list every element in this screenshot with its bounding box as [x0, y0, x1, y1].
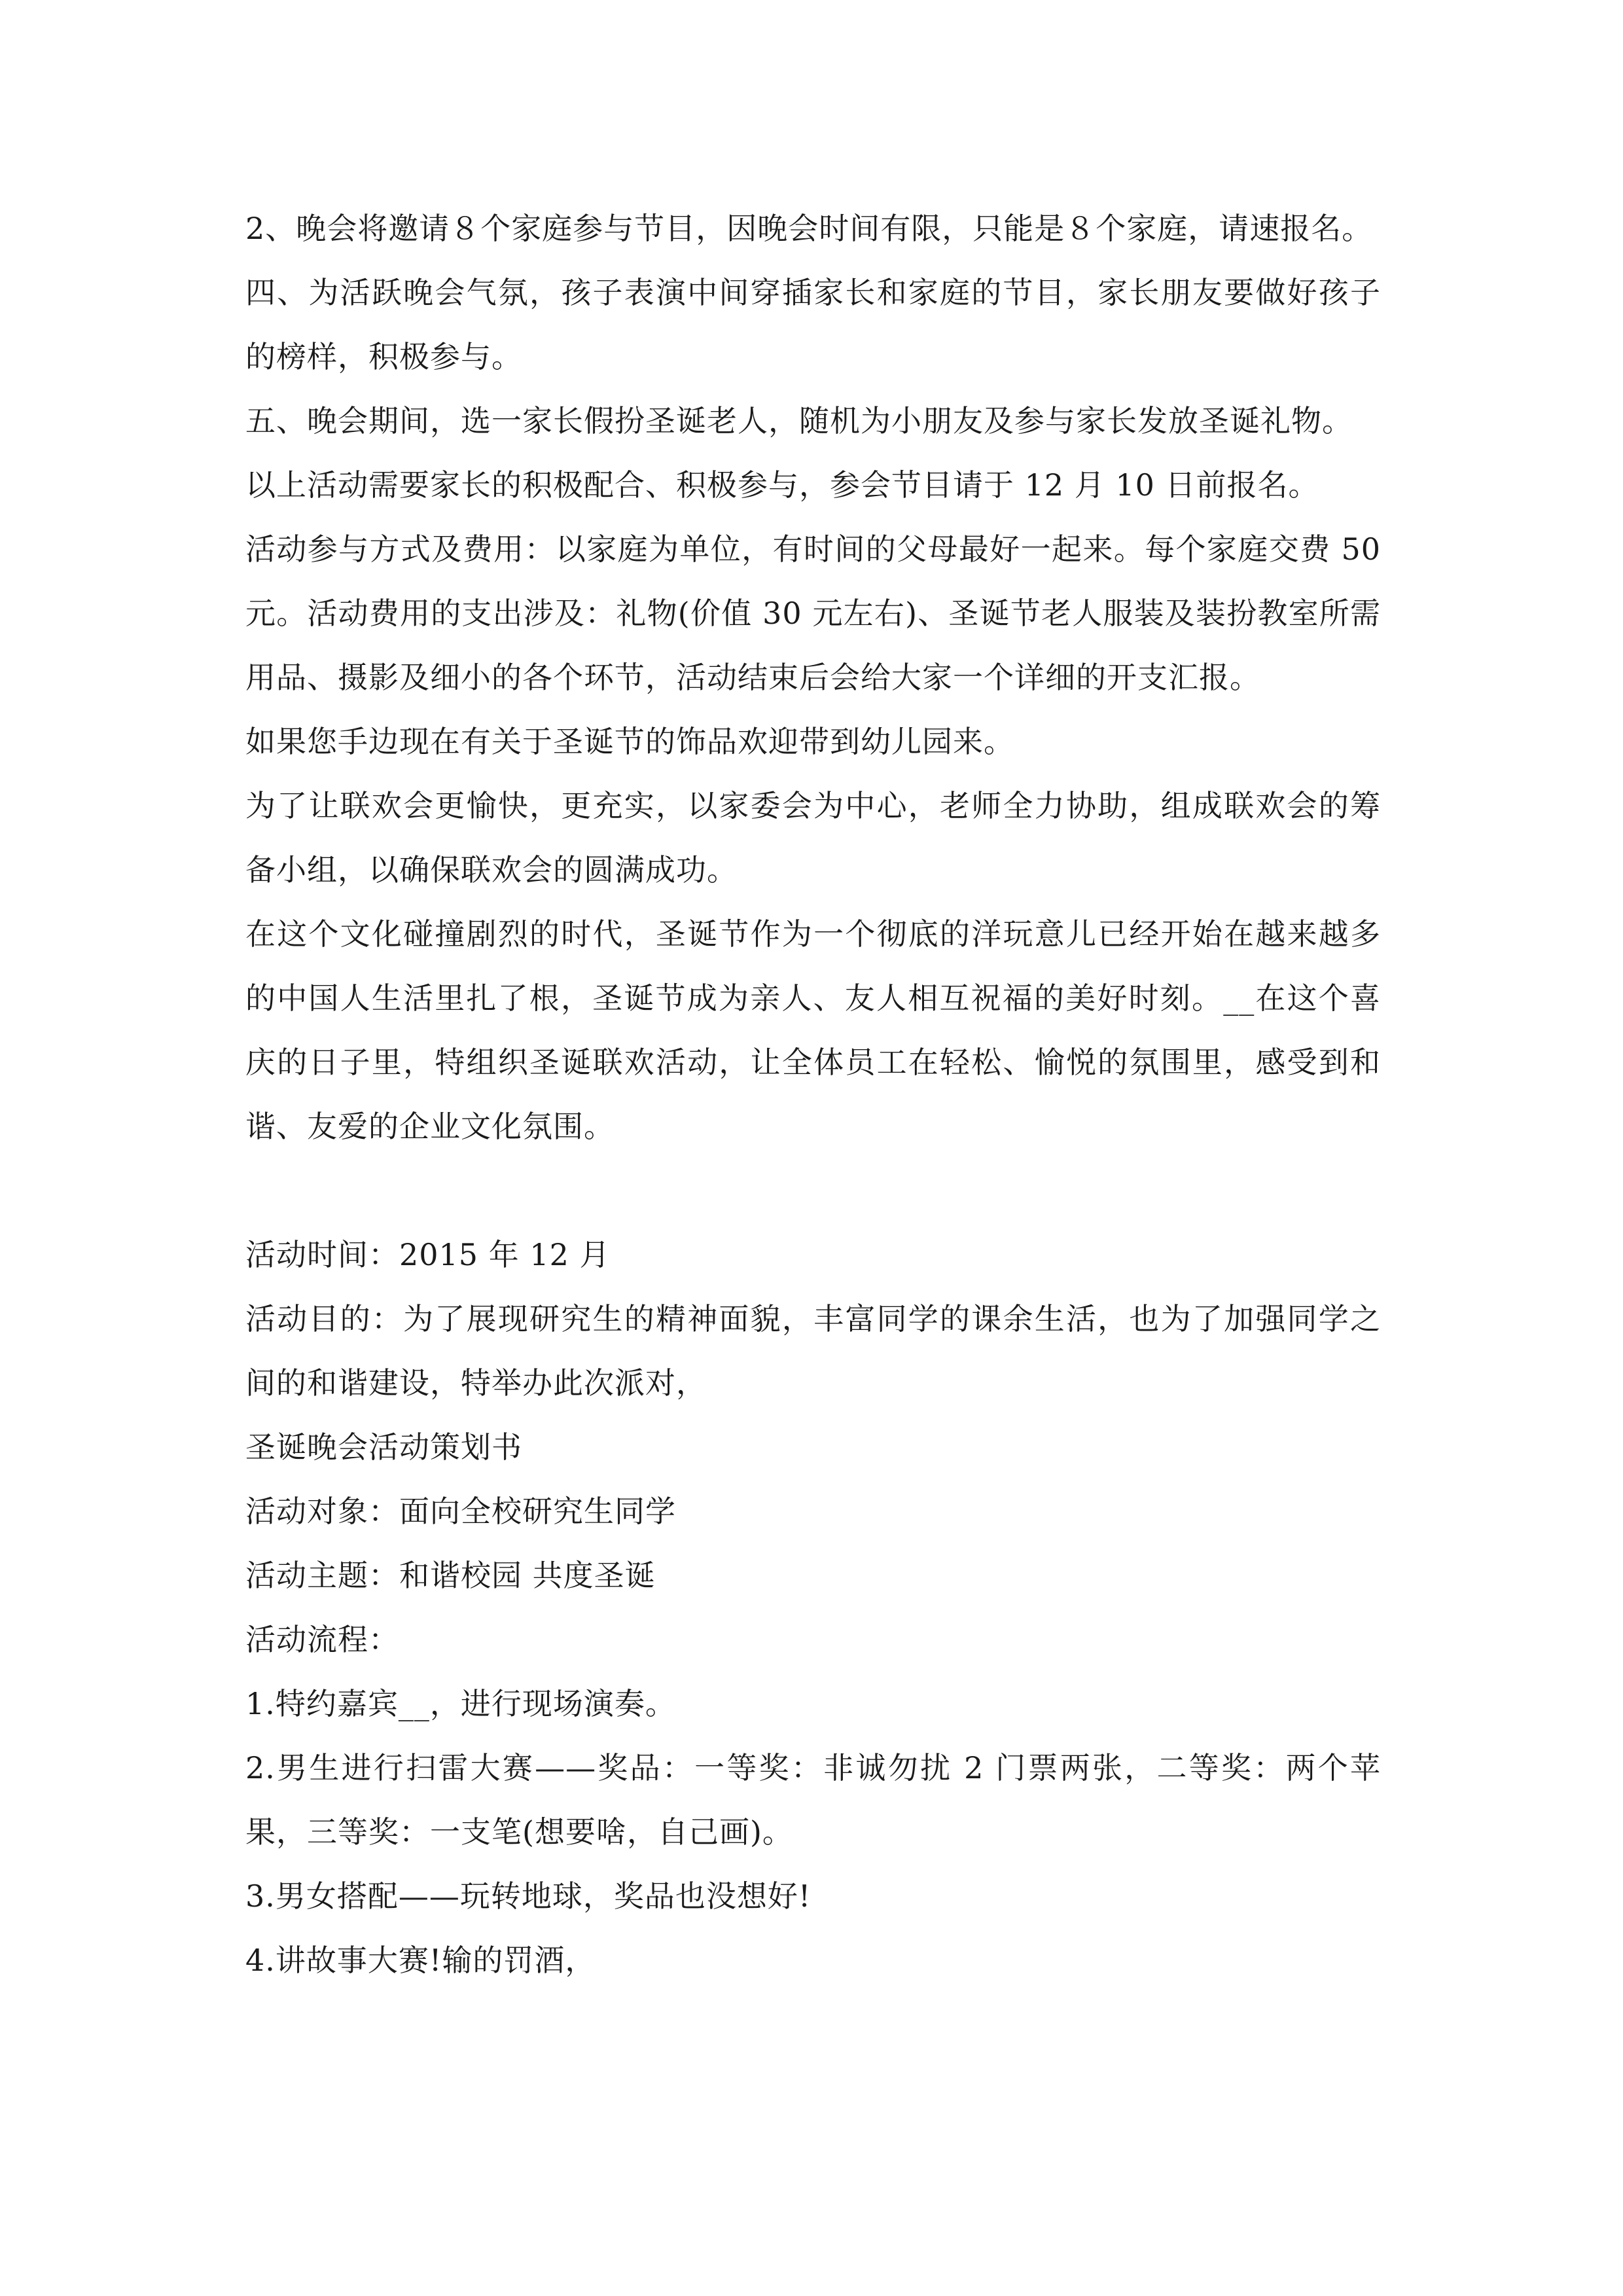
paragraph-invite-families: 2、晚会将邀请８个家庭参与节目，因晚会时间有限，只能是８个家庭，请速报名。 [245, 211, 1373, 246]
list-item-guest-performance: 1.特约嘉宾__，进行现场演奏。 [245, 1686, 676, 1721]
list-item-pair-game: 3.男女搭配——玩转地球，奖品也没想好! [245, 1878, 812, 1914]
paragraph-decorations: 如果您手边现在有关于圣诞节的饰品欢迎带到幼儿园来。 [245, 724, 1014, 759]
paragraph-spacer [245, 1158, 1381, 1223]
list-item-minesweeper-contest: 2.男生进行扫雷大赛——奖品：一等奖：非诚勿扰 2 门票两张，二等奖：两个苹果，三等奖：一支笔(想要啥，自己画)。 [245, 1750, 1381, 1850]
list-item-storytelling-contest: 4.讲故事大赛!输的罚酒， [245, 1943, 596, 1978]
document-body [245, 196, 1381, 1992]
paragraph-registration-deadline: 以上活动需要家长的积极配合、积极参与，参会节目请于 12 月 10 日前报名。 [245, 467, 1319, 503]
paragraph-participation-fees: 活动参与方式及费用：以家庭为单位，有时间的父母最好一起来。每个家庭交费 50 元。活动费用的支出涉及：礼物(价值 30 元左右)、圣诞节老人服装及装扮教室所需用品、摄影及细小的各个环节，活动结束后会给大家一个详细的开支汇报。 [245, 531, 1381, 695]
paragraph-christmas-culture: 在这个文化碰撞剧烈的时代，圣诞节作为一个彻底的洋玩意儿已经开始在越来越多的中国人生活里扎了根，圣诞节成为亲人、友人相互祝福的美好时刻。__在这个喜庆的日子里，特组织圣诞联欢活动，让全体员工在轻松、愉悦的氛围里，感受到和谐、友爱的企业文化氛围。 [245, 916, 1381, 1144]
paragraph-activity-audience: 活动对象：面向全校研究生同学 [245, 1494, 676, 1529]
paragraph-activity-purpose: 活动目的：为了展现研究生的精神面貌，丰富同学的课余生活，也为了加强同学之间的和谐建设，特举办此次派对， [245, 1301, 1381, 1401]
paragraph-plan-title: 圣诞晚会活动策划书 [245, 1429, 522, 1465]
paragraph-activity-theme: 活动主题：和谐校园 共度圣诞 [245, 1558, 656, 1593]
paragraph-preparation-group: 为了让联欢会更愉快，更充实，以家委会为中心，老师全力协助，组成联欢会的筹备小组，以确保联欢会的圆满成功。 [245, 788, 1381, 888]
paragraph-santa-gifts: 五、晚会期间，选一家长假扮圣诞老人，随机为小朋友及参与家长发放圣诞礼物。 [245, 403, 1353, 439]
paragraph-activity-time: 活动时间：2015 年 12 月 [245, 1237, 611, 1272]
paragraph-parent-programs: 四、为活跃晚会气氛，孩子表演中间穿插家长和家庭的节目，家长朋友要做好孩子的榜样，积极参与。 [245, 275, 1381, 374]
paragraph-activity-process: 活动流程： [245, 1622, 399, 1657]
